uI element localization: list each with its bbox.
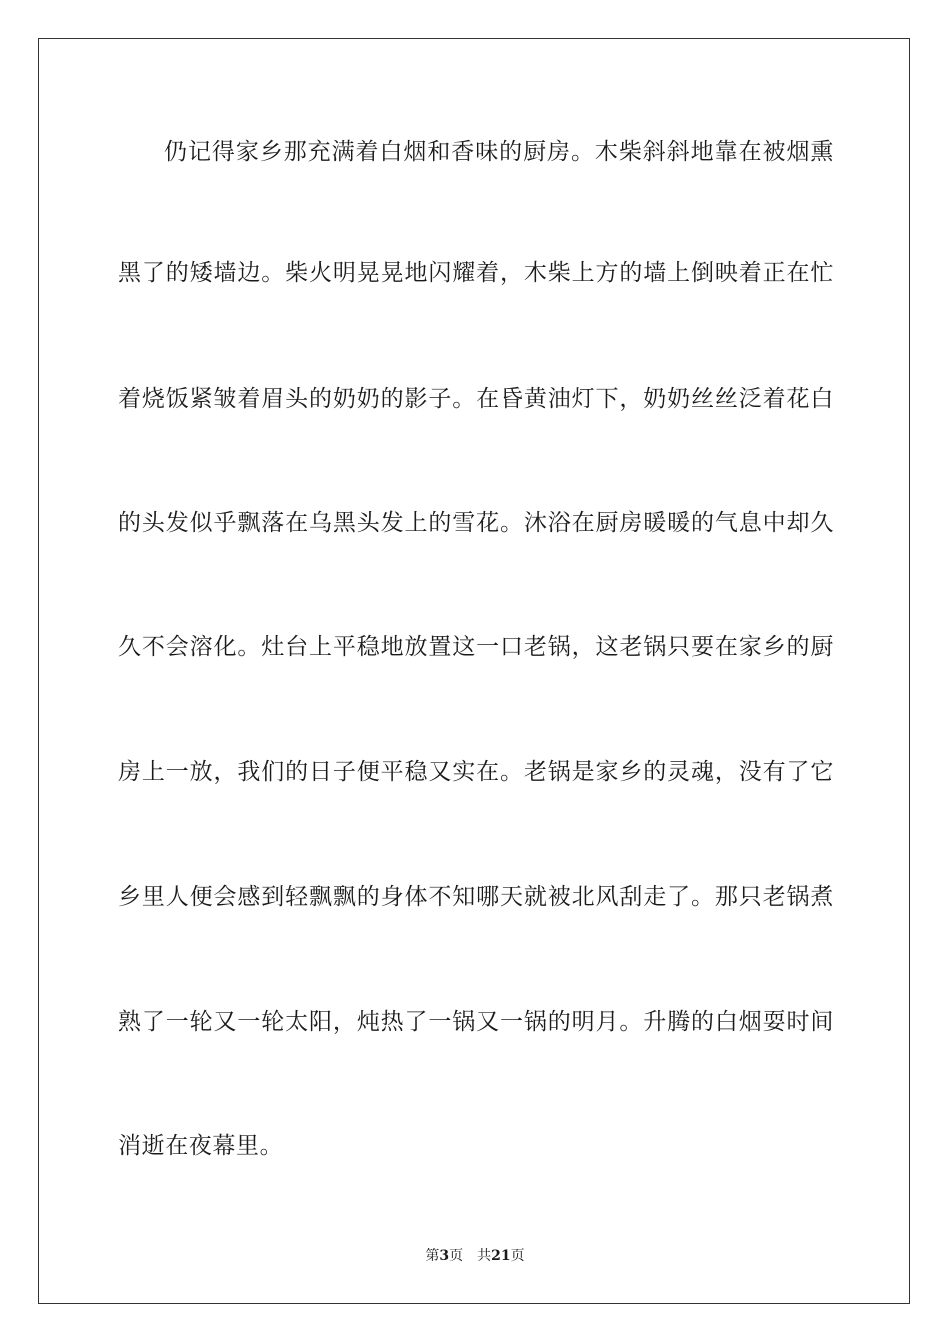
text-line: 的头发似乎飘落在乌黑头发上的雪花。沐浴在厨房暖暖的气息中却久 bbox=[118, 510, 834, 536]
page-border bbox=[38, 38, 910, 1304]
text-line: 着烧饭紧皱着眉头的奶奶的影子。在昏黄油灯下，奶奶丝丝泛着花白 bbox=[118, 386, 834, 412]
total-pages: 21 bbox=[491, 1248, 511, 1264]
text-line: 黑了的矮墙边。柴火明晃晃地闪耀着，木柴上方的墙上倒映着正在忙 bbox=[118, 260, 834, 286]
page-footer bbox=[0, 1247, 950, 1265]
text-line: 消逝在夜幕里。 bbox=[118, 1133, 284, 1159]
total-prefix: 共 bbox=[477, 1248, 492, 1264]
text-line: 房上一放，我们的日子便平稳又实在。老锅是家乡的灵魂，没有了它 bbox=[118, 759, 834, 785]
total-suffix: 页 bbox=[510, 1248, 525, 1264]
page-suffix: 页 bbox=[449, 1248, 464, 1264]
text-line: 熟了一轮又一轮太阳，炖热了一锅又一锅的明月。升腾的白烟耍时间 bbox=[118, 1009, 834, 1035]
text-line: 仍记得家乡那充满着白烟和香味的厨房。木柴斜斜地靠在被烟熏 bbox=[164, 139, 834, 165]
page-prefix: 第 bbox=[425, 1248, 440, 1264]
text-line: 久不会溶化。灶台上平稳地放置这一口老锅，这老锅只要在家乡的厨 bbox=[118, 634, 834, 660]
page-number: 3 bbox=[439, 1248, 450, 1264]
text-line: 乡里人便会感到轻飘飘的身体不知哪天就被北风刮走了。那只老锅煮 bbox=[118, 884, 834, 910]
